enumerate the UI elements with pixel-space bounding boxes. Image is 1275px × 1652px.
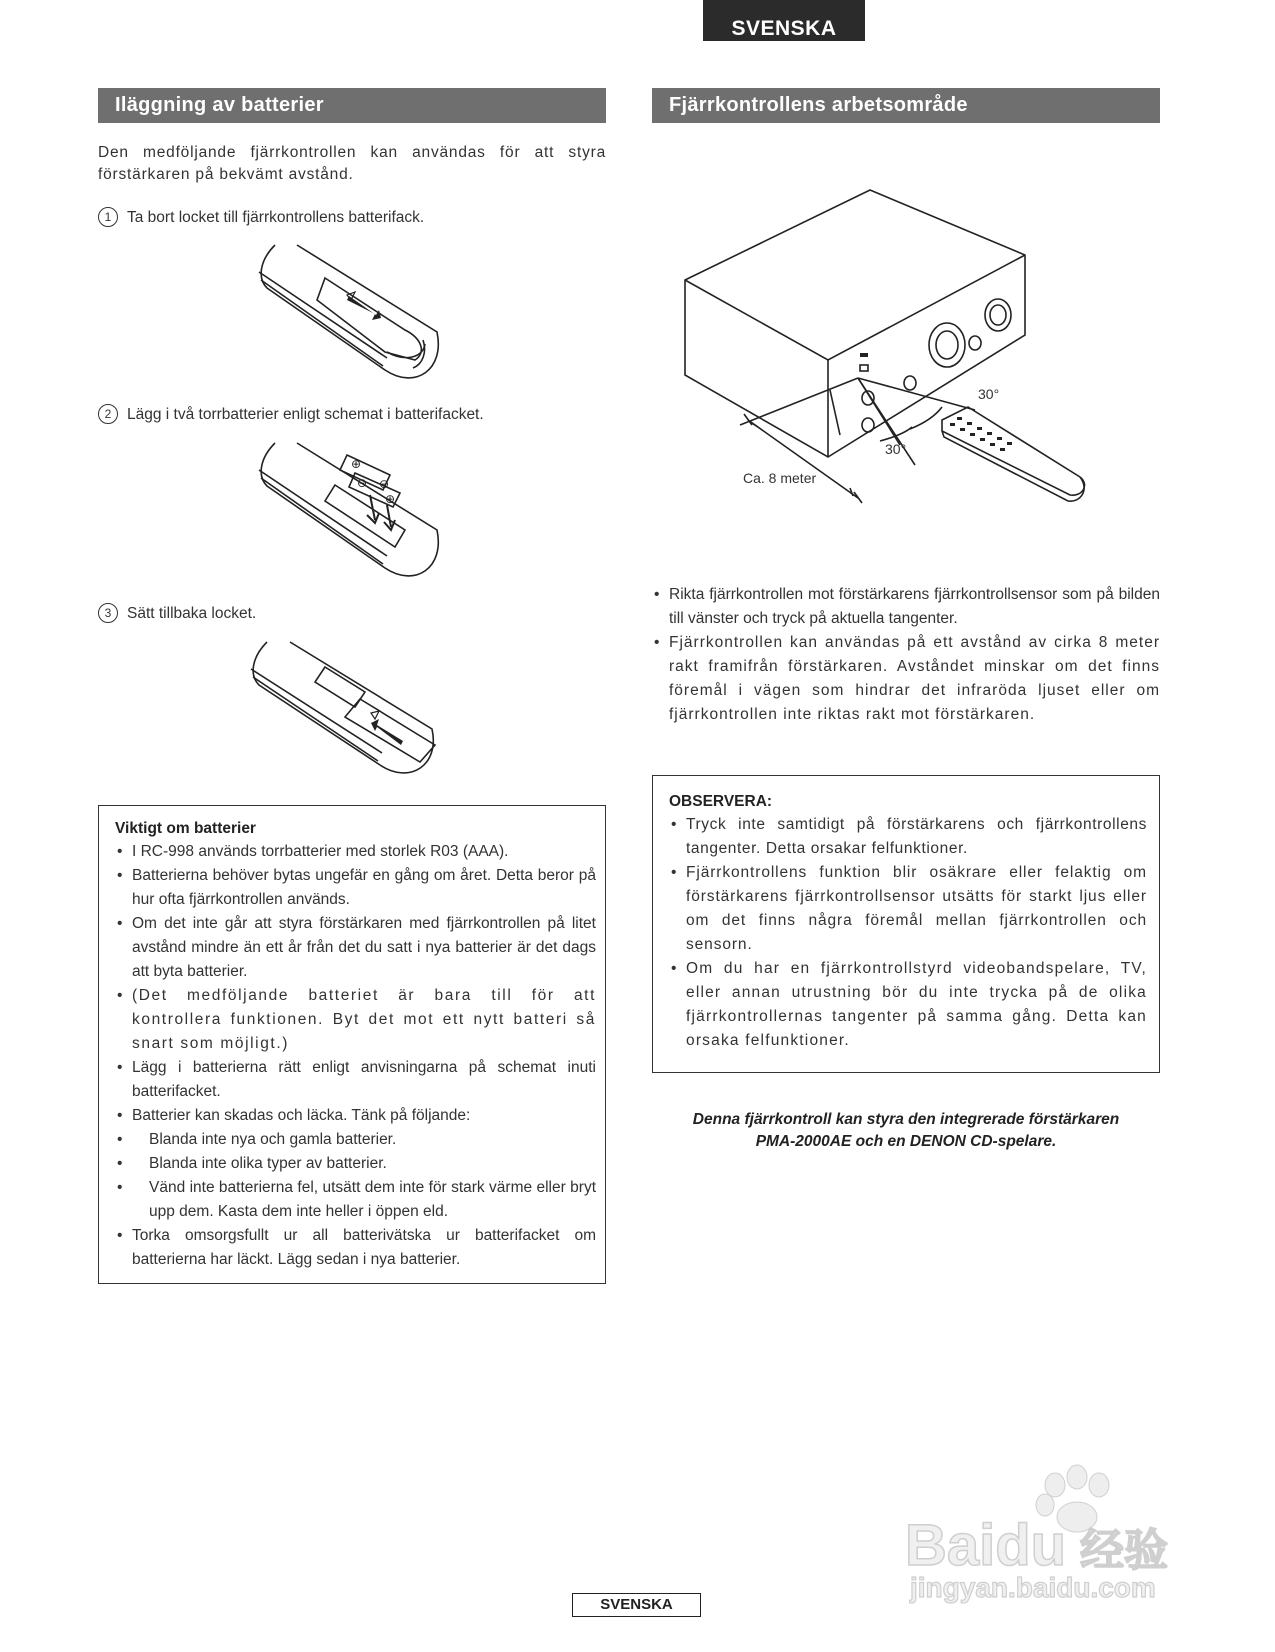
step-number: 2 <box>98 404 118 424</box>
remote-close-lid-illustration <box>245 637 455 787</box>
step-text: Ta bort locket till fjärrkontrollens batterifack. <box>127 209 425 226</box>
baidu-watermark <box>905 1455 1205 1605</box>
compatibility-note-line-2: PMA-2000AE och en DENON CD-spelare. <box>755 1133 1057 1150</box>
sub-list-text: Vänd inte batterierna fel, utsätt dem inte för stark värme eller bryt upp dem. Kasta dem inte heller i öppen eld. <box>149 1179 596 1220</box>
list-item: • Om det inte går att styra förstärkaren med fjärrkontrollen på litet avstånd mindre än ett år från det du satt i nya batterier är det dags att byta batterier. <box>115 912 596 984</box>
sub-list-item <box>115 1176 596 1224</box>
watermark-suffix: 经验 <box>1080 1525 1168 1576</box>
step-text: Lägg i två torrbatterier enligt schemat i batterifacket. <box>127 406 484 423</box>
sub-list-item <box>115 1128 596 1152</box>
list-item: • Rikta fjärrkontrollen mot förstärkarens fjärrkontrollsensor som på bilden till vänster och tryck på aktuella tangenter. <box>652 583 1160 631</box>
range-info-list <box>652 583 1160 727</box>
sub-list-text: Blanda inte nya och gamla batterier. <box>149 1131 397 1148</box>
section-title-range: Fjärrkontrollens arbetsområde <box>652 88 1160 123</box>
note-text: (Det medföljande batteriet är bara till för att kontrollera funktionen. Byt det mot ett nytt batteri så snart som möjligt.) <box>132 987 596 1052</box>
list-item: • Batterierna behöver bytas ungefär en gång om året. Detta beror på hur ofta fjärrkontrollen används. <box>115 864 596 912</box>
range-diagram <box>680 185 1140 525</box>
observera-heading: OBSERVERA: <box>669 793 773 810</box>
list-item: • Om du har en fjärrkontrollstyrd videobandspelare, TV, eller annan utrustning bör du inte trycka på de olika fjärrkontrollernas tangenter på samma gång. Detta kan orsaka felfunktioner. <box>669 957 1147 1053</box>
compatibility-note-line-1: Denna fjärrkontroll kan styra den integrerade förstärkaren <box>692 1111 1120 1128</box>
svg-text:⊕: ⊕ <box>351 457 362 471</box>
watermark-brand: Baidu <box>905 1513 1067 1578</box>
step-3 <box>98 603 256 625</box>
angle-upper-label: 30° <box>978 386 1000 402</box>
language-tab: SVENSKA <box>703 0 865 41</box>
sub-list-text: Blanda inte olika typer av batterier. <box>149 1155 387 1172</box>
remote-open-lid-illustration <box>255 240 455 390</box>
svg-text:⊖: ⊖ <box>357 476 368 490</box>
list-item: • Torka omsorgsfullt ur all batterivätska ur batterifacket om batterierna har läckt. Lägg sedan i nya batterier. <box>115 1224 596 1272</box>
sub-list-item <box>115 1152 596 1176</box>
svg-text:⊕: ⊕ <box>385 492 396 506</box>
svg-text:⊖: ⊖ <box>379 477 390 491</box>
list-item: • Lägg i batterierna rätt enligt anvisningarna på schemat inuti batterifacket. <box>115 1056 596 1104</box>
angle-lower-label: 30° <box>885 441 907 457</box>
step-text: Sätt tillbaka locket. <box>127 605 257 622</box>
watermark-url: jingyan.baidu.com <box>910 1572 1156 1603</box>
step-number: 1 <box>98 207 118 227</box>
list-item: • Fjärrkontrollens funktion blir osäkrare eller felaktig om förstärkarens fjärrkontrollsensor utsätts för starkt ljus eller om det finns några föremål mellan fjärrkontrollen och sensorn. <box>669 861 1147 957</box>
list-item-continuation <box>115 984 596 1056</box>
list-item: • Tryck inte samtidigt på förstärkarens och fjärrkontrollens tangenter. Detta orsakar felfunktioner. <box>669 813 1147 861</box>
list-item: • I RC-998 används torrbatterier med storlek R03 (AAA). <box>115 840 596 864</box>
list-item: • Fjärrkontrollen kan användas på ett avstånd av cirka 8 meter rakt framifrån förstärkaren. Avståndet minskar om det finns föremål i vägen som hindrar det infraröda ljuset eller om fjärrkontrollen inte riktas rakt mot förstärkaren. <box>652 631 1160 727</box>
battery-info-box <box>98 805 606 1284</box>
battery-info-heading: Viktigt om batterier <box>115 820 256 837</box>
step-1 <box>98 207 424 229</box>
distance-label: Ca. 8 meter <box>743 470 817 486</box>
list-item: • Batterier kan skadas och läcka. Tänk på följande: <box>115 1104 596 1128</box>
step-2 <box>98 404 484 426</box>
sub-list <box>115 1128 596 1224</box>
intro-text: Den medföljande fjärrkontrollen kan användas för att styra förstärkaren på bekvämt avstånd. <box>98 144 606 183</box>
compatibility-note <box>652 1109 1160 1153</box>
observera-box <box>652 775 1160 1073</box>
footer-language-tab: SVENSKA <box>572 1593 701 1617</box>
remote-insert-batteries-illustration <box>255 435 455 590</box>
step-number: 3 <box>98 603 118 623</box>
section-title-batteries: Iläggning av batterier <box>98 88 606 123</box>
